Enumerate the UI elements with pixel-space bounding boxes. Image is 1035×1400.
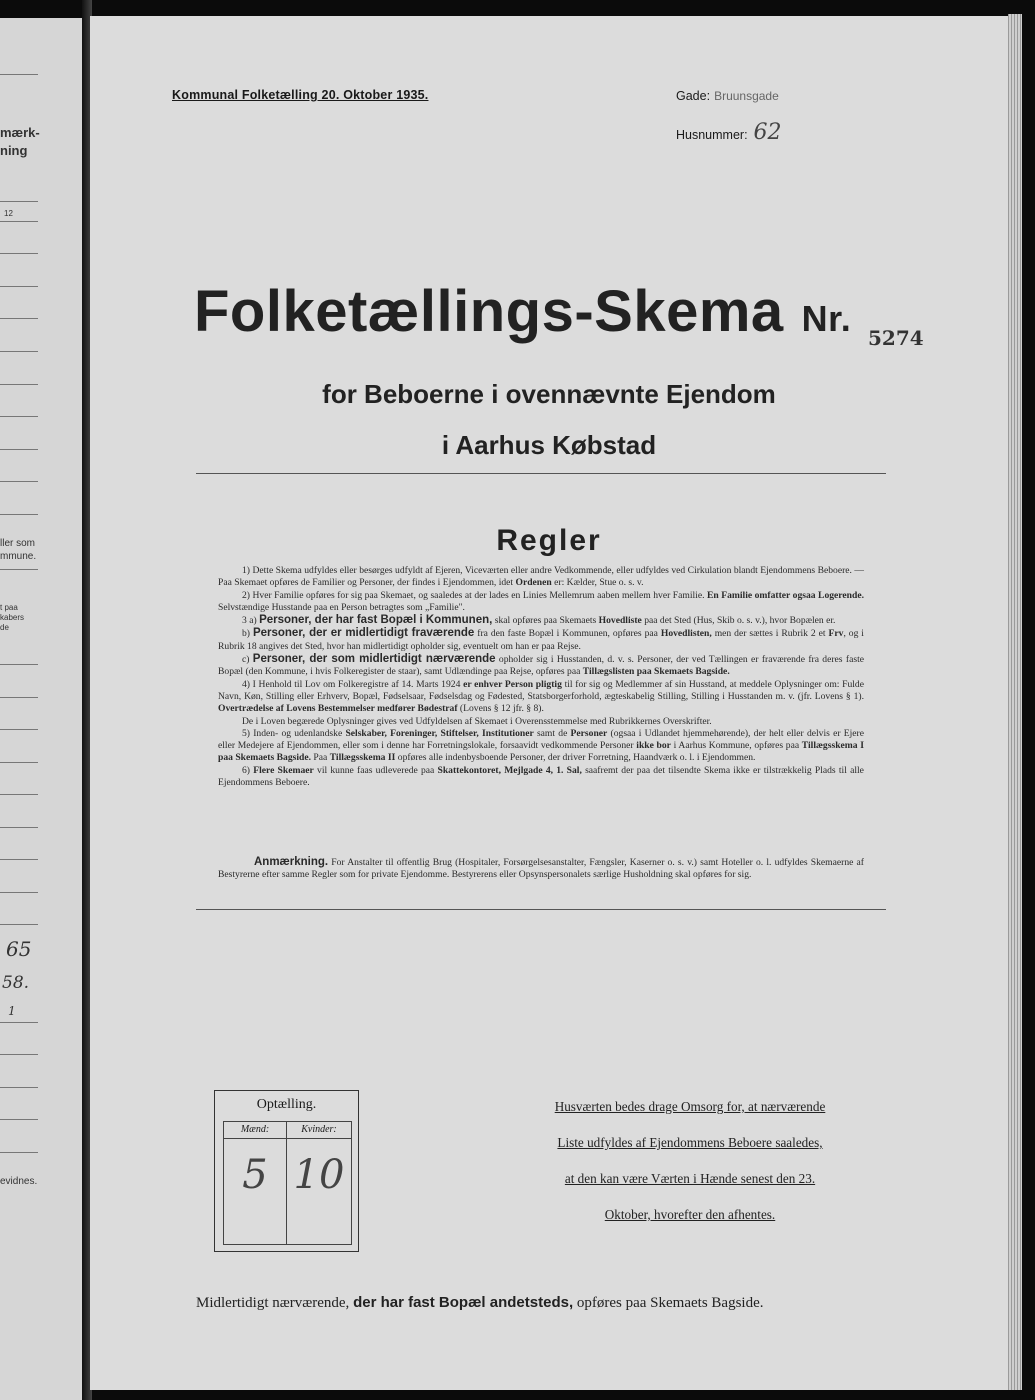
divider bbox=[196, 473, 886, 474]
divider bbox=[196, 909, 886, 910]
left-snippet: de bbox=[0, 623, 9, 632]
notice-line: Oktober, hvorefter den afhentes. bbox=[604, 1207, 776, 1222]
form-title-main: Folketællings-Skema bbox=[194, 279, 784, 344]
rule-2: 2) Hver Familie opføres for sig paa Skemaet, og saaledes at der lades en Linies Mellemrum aaben mellem hver Familie. En Familie omfatter ogsaa Logerende. Selvstændige Husstande paa en Person betragtes som „Familie". bbox=[218, 589, 864, 613]
count-table bbox=[223, 1121, 352, 1245]
form-subtitle-city: i Aarhus Købstad bbox=[441, 430, 657, 460]
page-stack-edge bbox=[1008, 14, 1022, 1390]
column-number: 12 bbox=[4, 209, 13, 218]
street-field bbox=[676, 89, 779, 103]
form-title bbox=[194, 278, 851, 345]
house-number-field bbox=[676, 120, 782, 145]
notice-line: Husværten bedes drage Omsorg for, at nærværende bbox=[554, 1099, 826, 1114]
left-snippet: evidnes. bbox=[0, 1176, 38, 1187]
handwritten-number: 58. bbox=[2, 973, 30, 993]
men-label: Mænd: bbox=[224, 1122, 286, 1139]
left-snippet: t paa bbox=[0, 603, 18, 612]
women-count: 10 bbox=[293, 1152, 345, 1198]
notice-line: at den kan være Værten i Hænde senest den 23. bbox=[564, 1171, 816, 1186]
house-number-value: 62 bbox=[753, 120, 782, 145]
annotation-note bbox=[218, 856, 864, 882]
street-label: Gade: bbox=[676, 89, 711, 103]
rule-5: 5) Inden- og udenlandske Selskaber, Foreninger, Stiftelser, Institutioner samt de Personer (ogsaa i Udlandet hjemmehørende), der helt eller delvis er Ejere eller Medejere af Ejendommen, eller som i denne har Forretningslokale, forsaavidt vedkommende Personer ikke bor i Aarhus Kommune, opføres paa Tillægsskema I paa Skemaets Bagside. Paa Tillægsskema II opføres alle indenbysboende Personer, der driver Forretning, Haandværk o. l. i Ejendommen. bbox=[218, 727, 864, 764]
census-title: Kommunal Folketælling 20. Oktober 1935. bbox=[172, 88, 429, 102]
rule-4b: De i Loven begærede Oplysninger gives ved Udfyldelsen af Skemaet i Overensstemmelse med Rubrikkernes Overskrifter. bbox=[242, 715, 712, 727]
form-number: 5274 bbox=[868, 326, 924, 350]
rules-body bbox=[218, 565, 864, 789]
form-title-nr: Nr. bbox=[801, 298, 852, 339]
form-subtitle: for Beboerne i ovennævnte Ejendom bbox=[322, 379, 776, 409]
street-value: Bruunsgade bbox=[714, 89, 779, 103]
landlord-notice bbox=[520, 1099, 860, 1243]
left-snippet: kabers bbox=[0, 613, 25, 622]
footer-bold-text: der har fast Bopæl andetsteds, bbox=[353, 1294, 574, 1311]
count-women-column bbox=[287, 1122, 351, 1244]
count-box bbox=[214, 1090, 359, 1252]
rule-3a: 3 a) Personer, der har fast Bopæl i Kommunen, skal opføres paa Skemaets Hovedliste paa det Sted (Hus, Skib o. s. v.), hvor Bopælen er. bbox=[242, 614, 836, 627]
adjacent-page-left bbox=[0, 18, 82, 1400]
men-count: 5 bbox=[242, 1152, 268, 1198]
footer-text: Midlertidigt nærværende, bbox=[196, 1295, 350, 1311]
left-label: mærk- bbox=[0, 125, 40, 140]
rule-3c: c) Personer, der som midlertidigt nærværende opholder sig i Husstanden, d. v. s. Personer, der ved Tællingen er fraværende fra deres faste Bopæl (den Kommune, i hvis Folkeregister de staar), samt Udlændinge paa Rejse, opføres paa Tillægslisten paa Skemaets Bagside. bbox=[218, 653, 864, 678]
handwritten-mark: 1 bbox=[8, 1004, 16, 1018]
left-snippet: mmune. bbox=[0, 551, 37, 562]
rule-1: 1) Dette Skema udfyldes eller besørges udfyldt af Ejeren, Viceværten eller andre Vedkommende, eller udfyldes ved Cirkulation blandt Ejendommens Beboere. — Paa Skemaet opføres de Familier og Personer, der findes i Ejendommen, idet Ordenen er: Kælder, Stue o. s. v. bbox=[218, 565, 864, 589]
rule-6: 6) Flere Skemaer vil kunne faas udleverede paa Skattekontoret, Mejlgade 4, 1. Sal, saafremt der paa det tilsendte Skema ikke er tilstrækkelig Plads til alle Ejendommens Beboere. bbox=[218, 764, 864, 789]
footer-note bbox=[196, 1294, 764, 1312]
women-label: Kvinder: bbox=[287, 1122, 351, 1139]
notice-line: Liste udfyldes af Ejendommens Beboere saaledes, bbox=[557, 1135, 823, 1150]
count-men-column bbox=[224, 1122, 287, 1244]
left-label: ning bbox=[0, 143, 28, 158]
left-snippet: ller som bbox=[0, 538, 36, 549]
count-title: Optælling. bbox=[256, 1097, 317, 1112]
annotation-label: Anmærkning. bbox=[254, 856, 329, 868]
rule-4: 4) I Henhold til Lov om Folkeregistre af 14. Marts 1924 er enhver Person pligtig til for sig og Medlemmer af sin Husstand, at meddele Oplysninger om: Fulde Navn, Køn, Stilling eller Erhverv, Bopæl, Fødselsaar, Fødselsdag og Fødested, Statsborgerforhold, ægteskabelig Stilling, Stilling i Husstanden m. v. (jfr. Lovens § 1). Overtrædelse af Lovens Bestemmelser medfører Bødestraf (Lovens § 12 jfr. § 8). bbox=[218, 678, 864, 715]
ruled-line bbox=[0, 74, 38, 75]
footer-text: opføres paa Skemaets Bagside. bbox=[576, 1295, 764, 1311]
house-number-label: Husnummer: bbox=[676, 128, 748, 142]
rule-3b: b) Personer, der er midlertidigt fraværende fra den faste Bopæl i Kommunen, opføres paa Hovedlisten, men der sættes i Rubrik 2 et Frv, og i Rubrik 18 angives det Sted, hvor han midlertidigt opholder sig, eventuelt om han er paa Rejse. bbox=[218, 627, 864, 652]
handwritten-number: 65 bbox=[6, 937, 32, 961]
annotation-text: For Anstalter til offentlig Brug (Hospitaler, Forsørgelsesanstalter, Fængsler, Kaserner o. s. v.) samt Hoteller o. l. udfyldes Skemaerne af Bestyrerne efter samme Regler som for private Ejendomme. Bestyrerens eller Opsynspersonalets særlige Husholdning skal opføres for sig. bbox=[218, 857, 864, 881]
census-form-page bbox=[90, 16, 1008, 1390]
rules-heading: Regler bbox=[496, 524, 602, 557]
